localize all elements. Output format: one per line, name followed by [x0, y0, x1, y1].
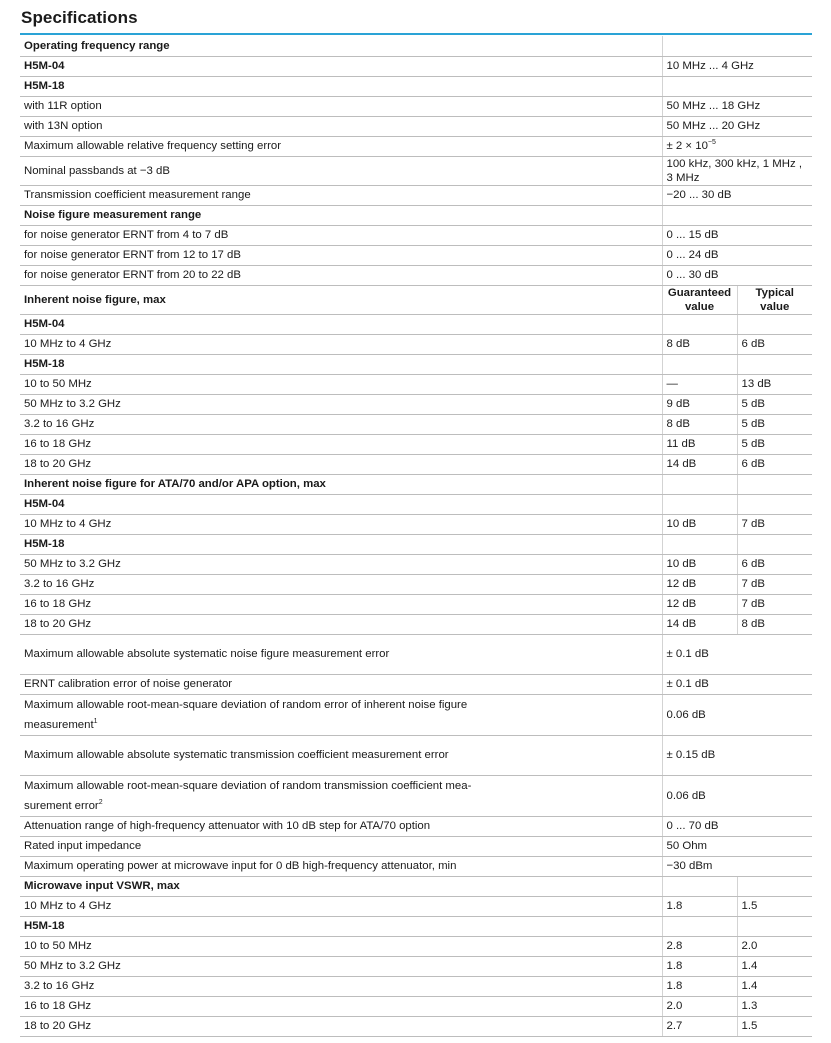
table-row: [20, 136, 812, 156]
spec-label: ERNT calibration error of noise generator: [20, 674, 662, 694]
guaranteed-value: 14 dB: [662, 454, 737, 474]
typical-value: 6 dB: [737, 454, 812, 474]
model-label: H5M-18: [20, 76, 662, 96]
section-heading: Noise figure measurement range: [20, 205, 662, 225]
table-row: [20, 735, 812, 775]
spec-value: 0 ... 30 dB: [662, 265, 812, 285]
table-row: [20, 374, 812, 394]
spec-label: for noise generator ERNT from 20 to 22 dB: [20, 265, 662, 285]
table-row: [20, 514, 812, 534]
table-row: [20, 816, 812, 836]
table-row: [20, 614, 812, 634]
spec-value: 50 MHz ... 18 GHz: [662, 96, 812, 116]
table-row: [20, 916, 812, 936]
section-heading: Inherent noise figure, max: [20, 285, 662, 314]
table-row: [20, 554, 812, 574]
spec-label: 50 MHz to 3.2 GHz: [20, 956, 662, 976]
section-heading-row: [20, 205, 812, 225]
spec-label: Maximum operating power at microwave input for 0 dB high-frequency attenuator, min: [20, 856, 662, 876]
spec-label: 18 to 20 GHz: [20, 1016, 662, 1036]
typical-value: 6 dB: [737, 554, 812, 574]
column-header-typical: Typical value: [737, 285, 812, 314]
guaranteed-value: 10 dB: [662, 554, 737, 574]
table-row: [20, 314, 812, 334]
spec-value: 10 MHz ... 4 GHz: [662, 56, 812, 76]
label-line-1: Maximum allowable root-mean-square deviation of random error of inherent noise figure: [24, 698, 468, 711]
spec-label: [20, 694, 662, 735]
spec-value: 0 ... 70 dB: [662, 816, 812, 836]
page-title: Specifications: [21, 8, 138, 27]
model-label: H5M-04: [20, 494, 662, 514]
label-line-1: Maximum allowable root-mean-square deviation of random transmission coefficient mea-: [24, 779, 472, 792]
spec-label: 10 MHz to 4 GHz: [20, 896, 662, 916]
spec-label: Maximum allowable absolute systematic noise figure measurement error: [20, 634, 662, 674]
table-row: [20, 836, 812, 856]
spec-value: 100 kHz, 300 kHz, 1 MHz , 3 MHz: [662, 156, 812, 185]
typical-value: 1.5: [737, 1016, 812, 1036]
table-row: [20, 454, 812, 474]
spec-label: 50 MHz to 3.2 GHz: [20, 554, 662, 574]
table-row: [20, 996, 812, 1016]
spec-label: Maximum allowable absolute systematic transmission coefficient measurement error: [20, 735, 662, 775]
table-row: [20, 674, 812, 694]
spec-value: ± 0.1 dB: [662, 674, 812, 694]
spec-label: 10 to 50 MHz: [20, 374, 662, 394]
spec-value: [662, 136, 812, 156]
guaranteed-value: 12 dB: [662, 574, 737, 594]
table-row: [20, 56, 812, 76]
table-row: [20, 265, 812, 285]
typical-value: 5 dB: [737, 394, 812, 414]
typical-value: 1.4: [737, 976, 812, 996]
table-row: [20, 574, 812, 594]
typical-value: 1.5: [737, 896, 812, 916]
spec-value: ± 0.15 dB: [662, 735, 812, 775]
spec-value: −20 ... 30 dB: [662, 185, 812, 205]
guaranteed-value: 14 dB: [662, 614, 737, 634]
guaranteed-value: 1.8: [662, 896, 737, 916]
table-row: [20, 634, 812, 674]
table-row: [20, 1016, 812, 1036]
spec-value: ± 0.1 dB: [662, 634, 812, 674]
section-heading: Microwave input VSWR, max: [20, 876, 662, 896]
table-row: [20, 694, 812, 735]
typical-value: 5 dB: [737, 434, 812, 454]
guaranteed-value: 2.8: [662, 936, 737, 956]
section-heading-row: [20, 36, 812, 56]
table-row: [20, 494, 812, 514]
section-heading-row: [20, 876, 812, 896]
spec-label: 18 to 20 GHz: [20, 614, 662, 634]
guaranteed-value: 1.8: [662, 956, 737, 976]
guaranteed-value: 2.7: [662, 1016, 737, 1036]
guaranteed-value: 8 dB: [662, 334, 737, 354]
section-heading-row: [20, 474, 812, 494]
typical-value: 1.3: [737, 996, 812, 1016]
spec-label: 50 MHz to 3.2 GHz: [20, 394, 662, 414]
table-row: [20, 896, 812, 916]
spec-label: Transmission coefficient measurement range: [20, 185, 662, 205]
guaranteed-value: 1.8: [662, 976, 737, 996]
table-row: [20, 936, 812, 956]
guaranteed-value: —: [662, 374, 737, 394]
typical-value: 2.0: [737, 936, 812, 956]
section-heading: Operating frequency range: [20, 36, 662, 56]
spec-value: −30 dBm: [662, 856, 812, 876]
spec-label: 16 to 18 GHz: [20, 434, 662, 454]
table-row: [20, 775, 812, 816]
model-label: H5M-18: [20, 916, 662, 936]
guaranteed-value: 8 dB: [662, 414, 737, 434]
guaranteed-value: 11 dB: [662, 434, 737, 454]
spec-label: Attenuation range of high-frequency attenuator with 10 dB step for ATA/70 option: [20, 816, 662, 836]
guaranteed-value: 9 dB: [662, 394, 737, 414]
model-label: H5M-04: [20, 314, 662, 334]
spec-label: 10 MHz to 4 GHz: [20, 334, 662, 354]
typical-value: 13 dB: [737, 374, 812, 394]
table-row: [20, 976, 812, 996]
table-row: [20, 394, 812, 414]
spec-value: 50 MHz ... 20 GHz: [662, 116, 812, 136]
table-row: [20, 594, 812, 614]
spec-value: 0 ... 15 dB: [662, 225, 812, 245]
footnote-mark: 1: [93, 717, 98, 725]
table-row: [20, 116, 812, 136]
spec-label: 3.2 to 16 GHz: [20, 976, 662, 996]
table-row: [20, 185, 812, 205]
table-row: [20, 856, 812, 876]
model-label: H5M-04: [20, 56, 662, 76]
table-row: [20, 225, 812, 245]
table-row: [20, 334, 812, 354]
table-row: [20, 245, 812, 265]
guaranteed-value: 2.0: [662, 996, 737, 1016]
title-underline: [20, 33, 812, 35]
value-exponent: −5: [707, 139, 716, 147]
spec-value: 50 Ohm: [662, 836, 812, 856]
guaranteed-value: 12 dB: [662, 594, 737, 614]
label-line-2: surement error: [24, 799, 99, 812]
spec-label: 16 to 18 GHz: [20, 594, 662, 614]
footnote-mark: 2: [98, 798, 103, 806]
spec-label: 3.2 to 16 GHz: [20, 574, 662, 594]
model-label: H5M-18: [20, 354, 662, 374]
spec-label: Nominal passbands at −3 dB: [20, 156, 662, 185]
model-label: H5M-18: [20, 534, 662, 554]
spec-value: 0.06 dB: [662, 694, 812, 735]
typical-value: 7 dB: [737, 594, 812, 614]
section-heading: Inherent noise figure for ATA/70 and/or APA option, max: [20, 474, 662, 494]
typical-value: 7 dB: [737, 514, 812, 534]
typical-value: 6 dB: [737, 334, 812, 354]
spec-label: Rated input impedance: [20, 836, 662, 856]
spec-label: for noise generator ERNT from 4 to 7 dB: [20, 225, 662, 245]
typical-value: 7 dB: [737, 574, 812, 594]
table-row: [20, 434, 812, 454]
spec-label: 3.2 to 16 GHz: [20, 414, 662, 434]
table-row: [20, 956, 812, 976]
guaranteed-value: 10 dB: [662, 514, 737, 534]
table-row: [20, 156, 812, 185]
typical-value: 5 dB: [737, 414, 812, 434]
value-base: ± 2 × 10: [666, 140, 708, 152]
typical-value: 1.4: [737, 956, 812, 976]
table-row: [20, 534, 812, 554]
spec-label: 10 to 50 MHz: [20, 936, 662, 956]
column-header-guaranteed: Guaranteed value: [662, 285, 737, 314]
spec-label: for noise generator ERNT from 12 to 17 dB: [20, 245, 662, 265]
table-row: [20, 76, 812, 96]
table-row: [20, 414, 812, 434]
spec-label: 10 MHz to 4 GHz: [20, 514, 662, 534]
spec-label: with 13N option: [20, 116, 662, 136]
spec-label: 18 to 20 GHz: [20, 454, 662, 474]
spec-label: with 11R option: [20, 96, 662, 116]
spec-label: 16 to 18 GHz: [20, 996, 662, 1016]
section-heading-row: [20, 285, 812, 314]
specifications-table: [20, 36, 812, 1037]
typical-value: 8 dB: [737, 614, 812, 634]
table-row: [20, 96, 812, 116]
spec-value: 0.06 dB: [662, 775, 812, 816]
spec-label: Maximum allowable relative frequency setting error: [20, 136, 662, 156]
spec-label: [20, 775, 662, 816]
spec-value: 0 ... 24 dB: [662, 245, 812, 265]
table-row: [20, 354, 812, 374]
label-line-2: measurement: [24, 718, 94, 731]
